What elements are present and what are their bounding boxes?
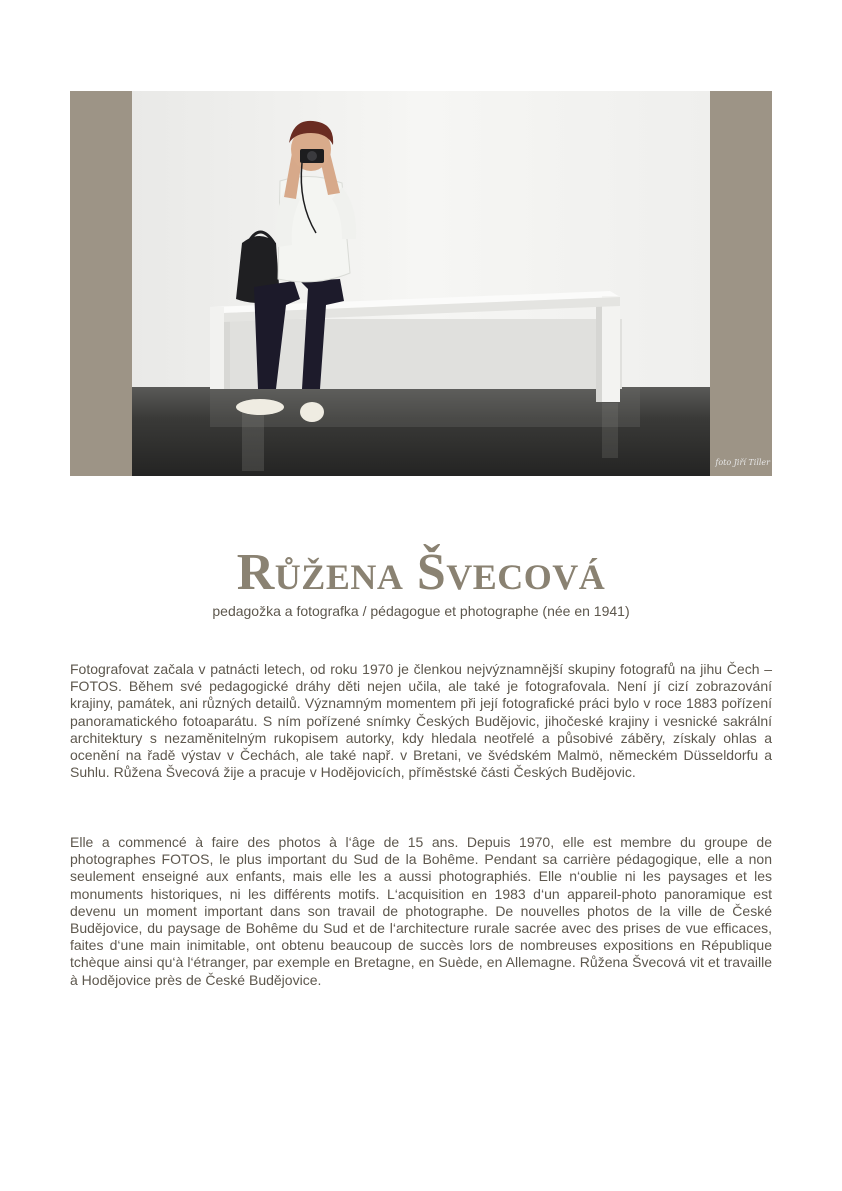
czech-paragraph: Fotografovat začala v patnácti letech, od roku 1970 je členkou nejvýznamnější skupiny fotografů na jihu Čech – FOTOS. Během své pedagogické dráhy děti nejen učila, ale také je fotografovala. Není jí cizí zobrazování krajiny, památek, ani různých detailů. Významným momentem při její fotografické práci bylo v roce 1883 pořízení panoramatického fotoaparátu. S ním pořízené snímky Českých Budějovic, jihočeské krajiny i vesnické sakrální architektury s nezaměnitelným rukopisem autorky, kdy hledala neotřelé a působivé záběry, získaly ohlas a ocenění na řadě výstav v Čechách, ale také např. v Bretani, ve švédském Malmö, německém Düsseldorfu a Suhlu. Růžena Švecová žije a pracuje v Hodějovicích, příměstské části Českých Budějovic. [70,661,772,781]
page-subtitle: pedagožka a fotografka / pédagogue et photographe (née en 1941) [212,603,630,619]
photo-credit: foto Jiří Tiller [715,458,770,467]
page-title: Růžena Švecová [236,544,606,601]
portrait-photo-frame [70,91,772,476]
french-paragraph: Elle a commencé à faire des photos à l‘âge de 15 ans. Depuis 1970, elle est membre du groupe de photographes FOTOS, le plus important du Sud de la Bohême. Pendant sa carrière pédagogique, elle a non seulement enseigné aux enfants, mais elle les a aussi photographiés. Elle n‘oublie ni les paysages et les monuments historiques, ni les différents motifs. L‘acquisition en 1983 d‘un appareil-photo panoramique est devenu un moment important dans son travail de photographe. De nouvelles photos de la ville de České Budějovice, du paysage de Bohême du Sud et de l‘architecture rurale sacrée avec des prises de vue efficaces, faites d‘une main inimitable, ont obtenu beaucoup de succès lors de nombreuses expositions en République tchèque ainsi qu‘à l‘étranger, par exemple en Bretagne, en Suède, en Allemagne. Růžena Švecová vit et travaille à Hodějovice près de České Budějovice. [70,834,772,988]
name-heading-block [0,544,842,602]
portrait-photo [132,91,710,476]
